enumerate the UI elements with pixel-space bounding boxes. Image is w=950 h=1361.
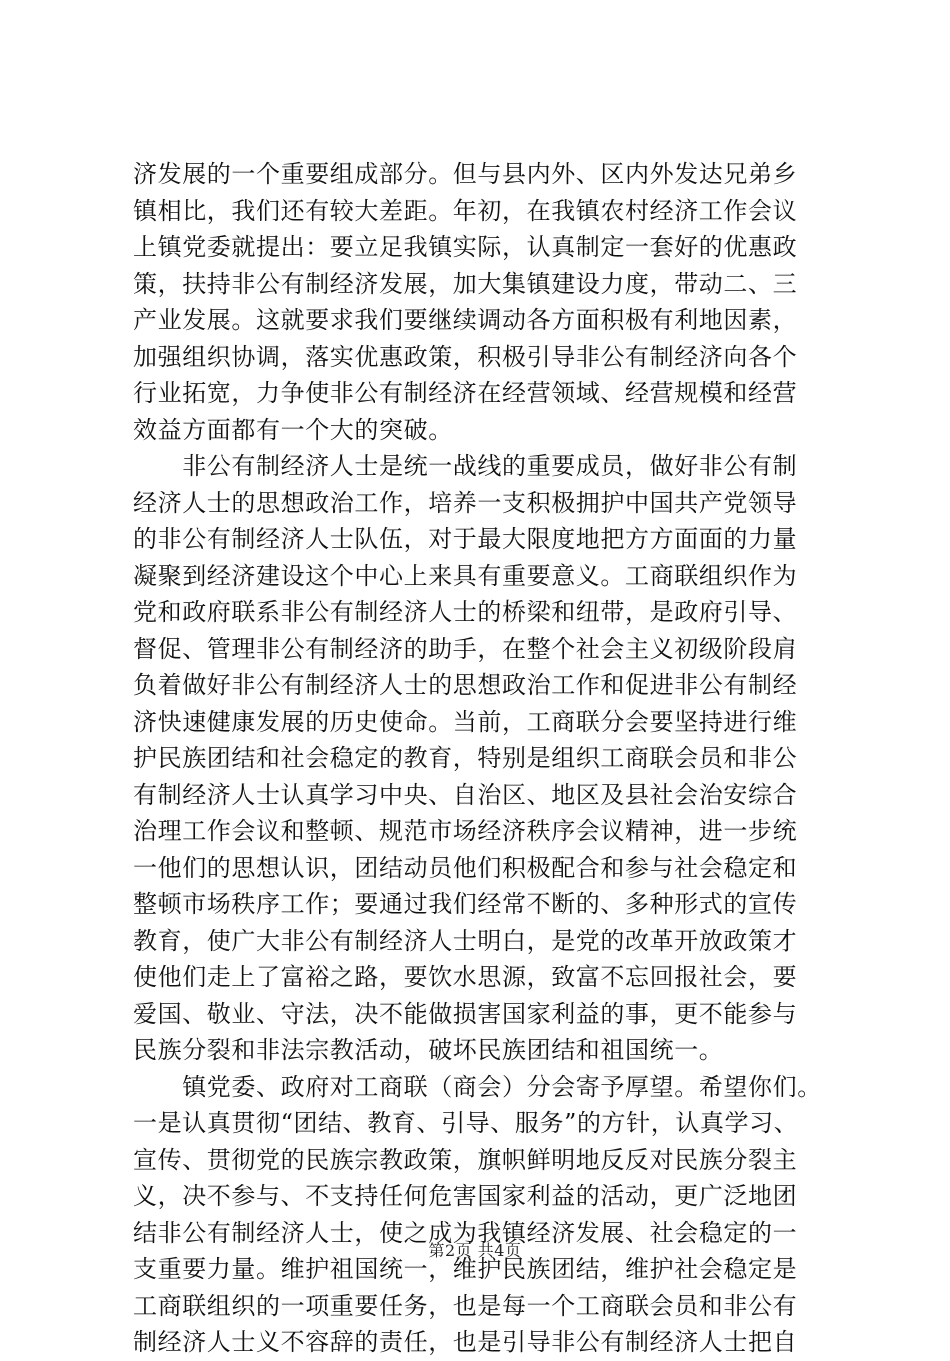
text-line: 经济人士的思想政治工作，培养一支积极拥护中国共产党领导: [133, 488, 798, 517]
document-body: [133, 156, 833, 1361]
text-line: 结非公有制经济人士，使之成为我镇经济发展、社会稳定的一: [133, 1218, 798, 1247]
text-line: 爱国、敬业、守法，决不能做损害国家利益的事，更不能参与: [133, 999, 798, 1028]
text-line: 负着做好非公有制经济人士的思想政治工作和促进非公有制经: [133, 671, 798, 699]
text-line: 教育，使广大非公有制经济人士明白，是党的改革开放政策才: [133, 926, 798, 955]
text-line: 督促、管理非公有制经济的助手，在整个社会主义初级阶段肩: [133, 634, 798, 663]
text-line: 整顿市场秩序工作；要通过我们经常不断的、多种形式的宣传: [133, 890, 798, 918]
text-line: 效益方面都有一个大的突破。: [133, 415, 453, 444]
page-number-footer: 第2页 共4页: [428, 1241, 522, 1260]
text-line: 上镇党委就提出：要立足我镇实际，认真制定一套好的优惠政: [133, 233, 798, 261]
text-line: 有制经济人士认真学习中央、自治区、地区及县社会治安综合: [133, 780, 798, 809]
text-line: 产业发展。这就要求我们要继续调动各方面积极有利地因素，: [133, 306, 798, 334]
text-line: 治理工作会议和整顿、规范市场经济秩序会议精神，进一步统: [133, 817, 798, 845]
text-line: 济发展的一个重要组成部分。但与县内外、区内外发达兄弟乡: [133, 160, 798, 188]
text-line: 民族分裂和非法宗教活动，破坏民族团结和祖国统一。: [133, 1036, 724, 1064]
text-line: 镇党委、政府对工商联（商会）分会寄予厚望。希望你们。: [133, 1072, 822, 1101]
text-line: 策，扶持非公有制经济发展，加大集镇建设力度，带动二、三: [133, 269, 798, 298]
text-line: 宣传、贯彻党的民族宗教政策，旗帜鲜明地反反对民族分裂主: [133, 1145, 798, 1174]
text-line: 一是认真贯彻“团结、教育、引导、服务”的方针，认真学习、: [133, 1109, 799, 1137]
text-line: 制经济人士义不容辞的责任，也是引导非公有制经济人士把自: [133, 1328, 798, 1356]
text-line: 一他们的思想认识，团结动员他们积极配合和参与社会稳定和: [133, 853, 798, 882]
text-line: 非公有制经济人士是统一战线的重要成员，做好非公有制: [133, 452, 798, 480]
text-line: 护民族团结和社会稳定的教育，特别是组织工商联会员和非公: [133, 744, 798, 772]
text-line: 工商联组织的一项重要任务，也是每一个工商联会员和非公有: [133, 1291, 798, 1320]
text-line: 的非公有制经济人士队伍，对于最大限度地把方方面面的力量: [133, 525, 798, 553]
text-line: 加强组织协调，落实优惠政策，积极引导非公有制经济向各个: [133, 342, 798, 371]
text-line: 凝聚到经济建设这个中心上来具有重要意义。工商联组织作为: [133, 561, 798, 590]
text-line: 行业拓宽，力争使非公有制经济在经营领域、经营规模和经营: [133, 379, 798, 407]
text-line: 党和政府联系非公有制经济人士的桥梁和纽带，是政府引导、: [133, 598, 798, 626]
text-line: 使他们走上了富裕之路，要饮水思源，致富不忘回报社会，要: [133, 963, 798, 991]
text-line: 义，决不参与、不支持任何危害国家利益的活动，更广泛地团: [133, 1182, 798, 1210]
text-line: 济快速健康发展的历史使命。当前，工商联分会要坚持进行维: [133, 707, 798, 736]
text-line: 镇相比，我们还有较大差距。年初，在我镇农村经济工作会议: [133, 196, 798, 225]
text-line: 支重要力量。维护祖国统一，维护民族团结，维护社会稳定是: [133, 1255, 798, 1283]
